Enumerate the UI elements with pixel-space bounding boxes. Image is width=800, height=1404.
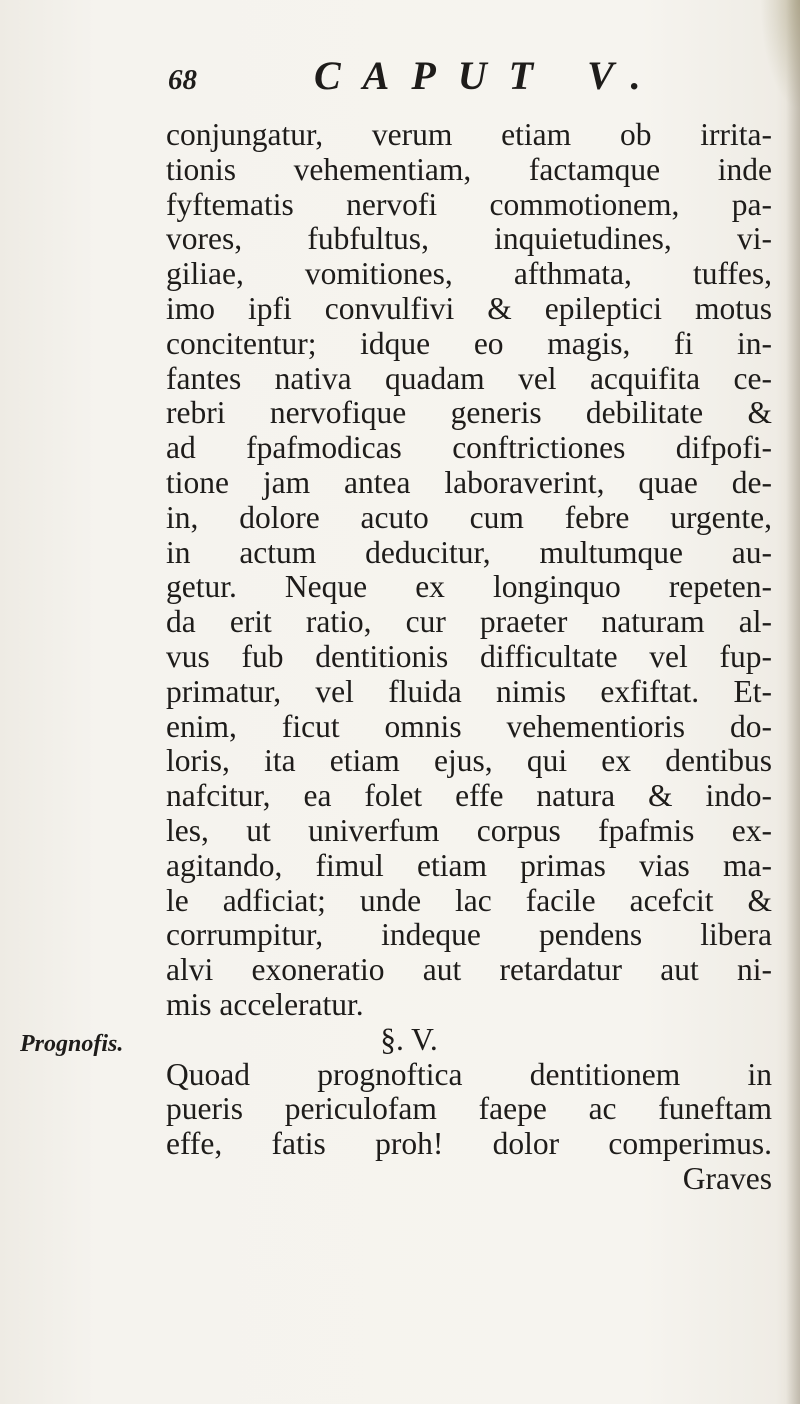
text-line: primatur, vel fluida nimis exfiftat. Et- <box>166 673 772 709</box>
text-line: conjungatur, verum etiam ob irrita- <box>166 117 772 152</box>
text-line: vus fub dentitionis difficultate vel fup- <box>166 638 772 674</box>
body-text <box>166 118 772 1197</box>
text-line: getur. Neque ex longinquo repeten- <box>166 569 772 605</box>
text-line: le adficiat; unde lac facile acefcit & <box>166 882 772 918</box>
text-line: loris, ita etiam ejus, qui ex dentibus <box>166 743 772 779</box>
text-line: tionis vehementiam, factamque inde <box>166 151 772 187</box>
text-line: nafcitur, ea folet effe natura & indo- <box>166 778 772 814</box>
text-line: agitando, fimul etiam primas vias ma- <box>166 847 772 883</box>
text-line: enim, ficut omnis vehementioris do- <box>166 708 772 744</box>
text-line: rebri nervofique generis debilitate & <box>166 395 772 431</box>
text-line: alvi exoneratio aut retardatur aut ni- <box>166 952 772 988</box>
text-line: in, dolore acuto cum febre urgente, <box>166 499 772 535</box>
text-line: corrumpitur, indeque pendens libera <box>166 917 772 953</box>
text-line: pueris periculofam faepe ac funeftam <box>166 1091 772 1127</box>
text-line: concitentur; idque eo magis, fi in- <box>166 325 772 361</box>
text-line: in actum deducitur, multumque au- <box>166 534 772 570</box>
text-line: imo ipfi convulfivi & epileptici motus <box>166 290 772 326</box>
text-line: vores, fubfultus, inquietudines, vi- <box>166 221 772 257</box>
text-line: effe, fatis proh! dolor comperimus. <box>166 1126 772 1162</box>
paragraph-last-line: mis acceleratur. <box>166 986 364 1022</box>
text-line: les, ut univerfum corpus fpafmis ex- <box>166 812 772 848</box>
page-number: 68 <box>168 64 197 96</box>
chapter-title: CAPUT V. <box>314 53 663 98</box>
text-line: tione jam antea laboraverint, quae de- <box>166 464 772 500</box>
text-line: fyftematis nervofi commotionem, pa- <box>166 186 772 222</box>
marginal-note: Prognofis. <box>20 1031 124 1057</box>
text-line: da erit ratio, cur praeter naturam al- <box>166 604 772 640</box>
text-line: ad fpafmodicas conftrictiones difpofi- <box>166 430 772 466</box>
text-line: fantes nativa quadam vel acquifita ce- <box>166 360 772 396</box>
text-line: giliae, vomitiones, afthmata, tuffes, <box>166 256 772 292</box>
running-head <box>168 52 768 102</box>
text-line: Quoad prognoftica dentitionem in <box>166 1056 772 1092</box>
catchword: Graves <box>682 1160 772 1196</box>
page-edge-shadow <box>786 0 800 1404</box>
section-heading: §. V. <box>380 1021 438 1057</box>
